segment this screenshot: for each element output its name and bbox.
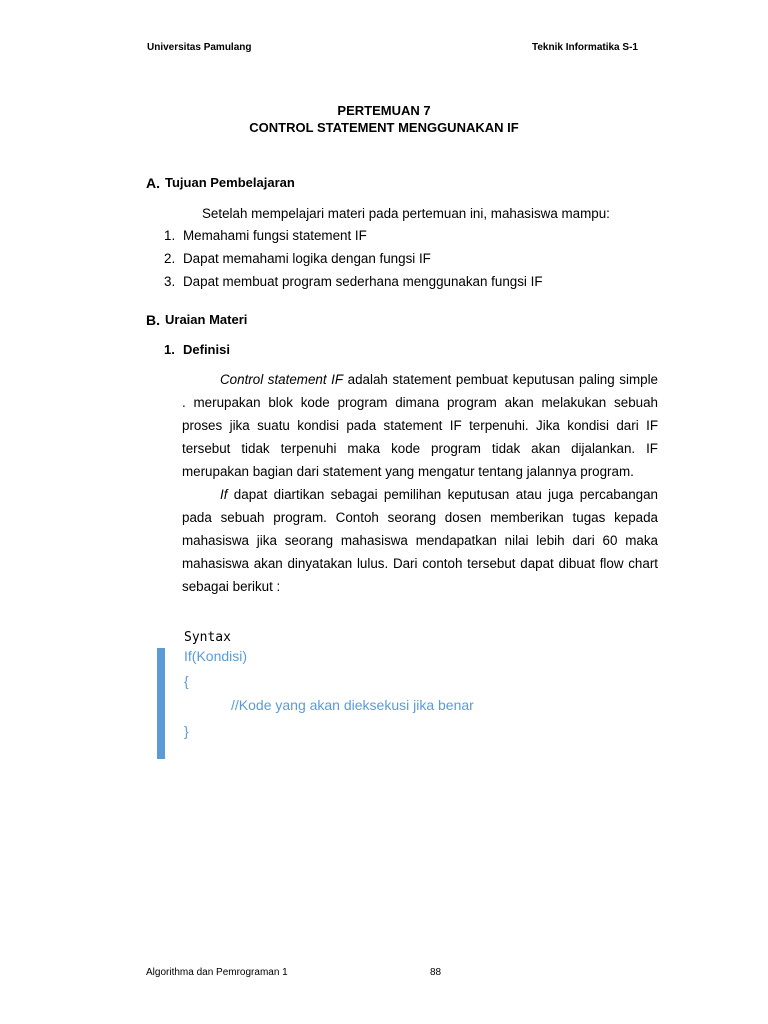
footer-course: Algorithma dan Pemrograman 1	[146, 967, 288, 978]
code-line-4: }	[184, 723, 189, 739]
code-line-3: //Kode yang akan dieksekusi jika benar	[231, 697, 474, 713]
code-accent-bar	[157, 648, 165, 759]
list-item-3-num: 3.	[164, 274, 176, 289]
paragraph-2	[182, 483, 658, 598]
header-left: Universitas Pamulang	[147, 42, 252, 53]
page-number: 88	[430, 967, 442, 978]
paragraph-1-text: adalah statement pembuat keputusan paling simple . merupakan blok kode program dimana program akan melakukan sebuah proses jika suatu kondisi pada statement IF terpenuhi. Jika kondisi dari IF tersebut tidak terpenuhi maka kode program tidak akan dijalankan. IF merupakan bagian dari statement yang mengatur tentang jalannya program.	[182, 372, 658, 479]
header-right: Teknik Informatika S-1	[532, 42, 638, 53]
list-item-1-num: 1.	[164, 228, 176, 243]
list-item-1-text: Memahami fungsi statement IF	[183, 228, 367, 243]
code-line-2: {	[184, 673, 189, 689]
page-title-line1: PERTEMUAN 7	[337, 103, 431, 118]
definition-body	[182, 368, 658, 598]
subsection-num: 1.	[164, 342, 175, 357]
section-a-intro: Setelah mempelajari materi pada pertemuan ini, mahasiswa mampu:	[202, 206, 610, 221]
section-a-title: Tujuan Pembelajaran	[165, 175, 295, 190]
section-b-title: Uraian Materi	[165, 312, 248, 327]
list-item-2-text: Dapat memahami logika dengan fungsi IF	[183, 251, 431, 266]
paragraph-1-italic: Control statement IF	[220, 372, 344, 387]
section-a-letter: A.	[146, 175, 160, 191]
section-b-letter: B.	[146, 312, 160, 328]
paragraph-2-text: dapat diartikan sebagai pemilihan keputusan atau juga percabangan pada sebuah program. Contoh seorang dosen memberikan tugas kepada mahasiswa jika seorang mahasiswa mendapatkan nilai lebih dari 60 maka mahasiswa akan dinyatakan lulus. Dari contoh tersebut dapat dibuat flow chart sebagai berikut :	[182, 487, 658, 594]
paragraph-2-italic: If	[220, 487, 228, 502]
subsection-title: Definisi	[183, 342, 230, 357]
page-title-line2: CONTROL STATEMENT MENGGUNAKAN IF	[249, 120, 519, 135]
code-line-1: If(Kondisi)	[184, 648, 248, 664]
syntax-label: Syntax	[184, 630, 231, 645]
list-item-2-num: 2.	[164, 251, 176, 266]
list-item-3-text: Dapat membuat program sederhana menggunakan fungsi IF	[183, 274, 543, 289]
paragraph-1	[182, 368, 658, 483]
